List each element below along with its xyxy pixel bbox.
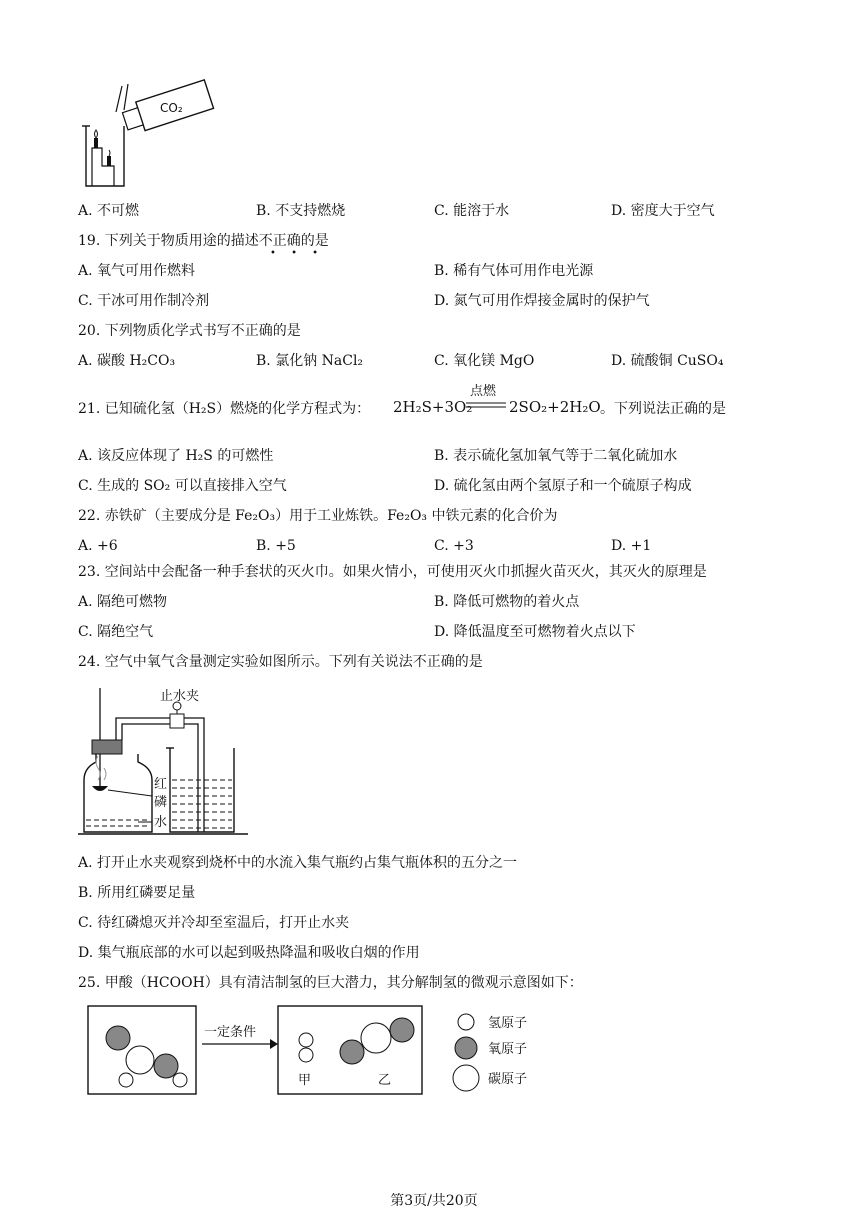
q24-option-a: A. 打开止水夹观察到烧杯中的水流入集气瓶约占集气瓶体积的五分之一: [78, 855, 518, 871]
water-label: 水: [154, 815, 168, 830]
q21-stem-suffix: 。下列说法正确的是: [600, 401, 726, 417]
q18-option-d: D. 密度大于空气: [611, 203, 715, 219]
page-number: 第3页/共20页: [390, 1193, 478, 1209]
q18-option-b: B. 不支持燃烧: [256, 203, 346, 219]
q21-option-d: D. 硫化氢由两个氢原子和一个硫原子构成: [434, 478, 692, 494]
oxygen-experiment-figure: [78, 684, 248, 836]
q21-option-c: C. 生成的 SO₂ 可以直接排入空气: [78, 478, 287, 494]
q20-option-c: C. 氧化镁 MgO: [434, 353, 535, 369]
q20-option-d: D. 硫酸铜 CuSO₄: [611, 353, 724, 369]
co2-candle-figure: [80, 78, 220, 190]
q24-option-c: C. 待红磷熄灭并冷却至室温后，打开止水夹: [78, 915, 350, 931]
q21-equation-left: 2H₂S+3O₂: [393, 398, 473, 416]
q19-option-d: D. 氮气可用作焊接金属时的保护气: [434, 293, 650, 309]
q22-option-d: D. +1: [611, 538, 652, 554]
q18-option-c: C. 能溶于水: [434, 203, 510, 219]
condition-label: 一定条件: [204, 1025, 257, 1040]
q22-option-b: B. +5: [256, 538, 296, 554]
equation-equals-sign: [466, 400, 506, 410]
q23-option-c: C. 隔绝空气: [78, 624, 154, 640]
q24-option-d: D. 集气瓶底部的水可以起到吸热降温和吸收白烟的作用: [78, 945, 420, 961]
phosphorus-label: 磷: [154, 795, 168, 810]
product-yi-label: 乙: [378, 1073, 392, 1088]
q24-stem: 24. 空气中氧气含量测定实验如图所示。下列有关说法不正确的是: [78, 654, 483, 670]
legend-carbon: 碳原子: [488, 1072, 528, 1087]
co2-label: CO₂: [160, 101, 183, 115]
q21-equation-right: 2SO₂+2H₂O: [509, 398, 601, 416]
red-label: 红: [154, 777, 168, 792]
q20-stem: 20. 下列物质化学式书写不正确的是: [78, 323, 301, 339]
q23-stem: 23. 空间站中会配备一种手套状的灭火巾。如果火情小，可使用灭火巾抓握火苗灭火，其灭火的原理是: [78, 564, 707, 580]
q23-option-b: B. 降低可燃物的着火点: [434, 594, 580, 610]
q23-option-a: A. 隔绝可燃物: [78, 594, 168, 610]
q19-option-c: C. 干冰可用作制冷剂: [78, 293, 210, 309]
q22-stem: 22. 赤铁矿（主要成分是 Fe₂O₃）用于工业炼铁。Fe₂O₃ 中铁元素的化合价为: [78, 508, 558, 524]
q23-option-d: D. 降低温度至可燃物着火点以下: [434, 624, 636, 640]
q19-stem: 19. 下列关于物质用途的描述不正确的是: [78, 233, 329, 249]
clamp-label: 止水夹: [160, 689, 200, 704]
formic-acid-decomposition-figure: [86, 1004, 556, 1098]
q22-option-c: C. +3: [434, 538, 474, 554]
product-jia-label: 甲: [298, 1073, 312, 1088]
q24-option-b: B. 所用红磷要足量: [78, 885, 196, 901]
q22-option-a: A. +6: [78, 538, 118, 554]
q21-option-a: A. 该反应体现了 H₂S 的可燃性: [78, 448, 274, 464]
q18-option-a: A. 不可燃: [78, 203, 140, 219]
q21-stem-prefix: 21. 已知硫化氢（H₂S）燃烧的化学方程式为：: [78, 401, 371, 417]
q20-option-a: A. 碳酸 H₂CO₃: [78, 353, 176, 369]
emphasis-dots: • • •: [270, 248, 325, 259]
legend-oxygen: 氧原子: [488, 1042, 528, 1057]
q21-option-b: B. 表示硫化氢加氧气等于二氧化硫加水: [434, 448, 678, 464]
q19-option-b: B. 稀有气体可用作电光源: [434, 263, 594, 279]
q21-equation-condition: 点燃: [470, 384, 497, 399]
q19-option-a: A. 氧气可用作燃料: [78, 263, 196, 279]
q25-stem: 25. 甲酸（HCOOH）具有清洁制氢的巨大潜力，其分解制氢的微观示意图如下：: [78, 975, 583, 991]
legend-hydrogen: 氢原子: [488, 1016, 528, 1031]
q20-option-b: B. 氯化钠 NaCl₂: [256, 353, 364, 369]
